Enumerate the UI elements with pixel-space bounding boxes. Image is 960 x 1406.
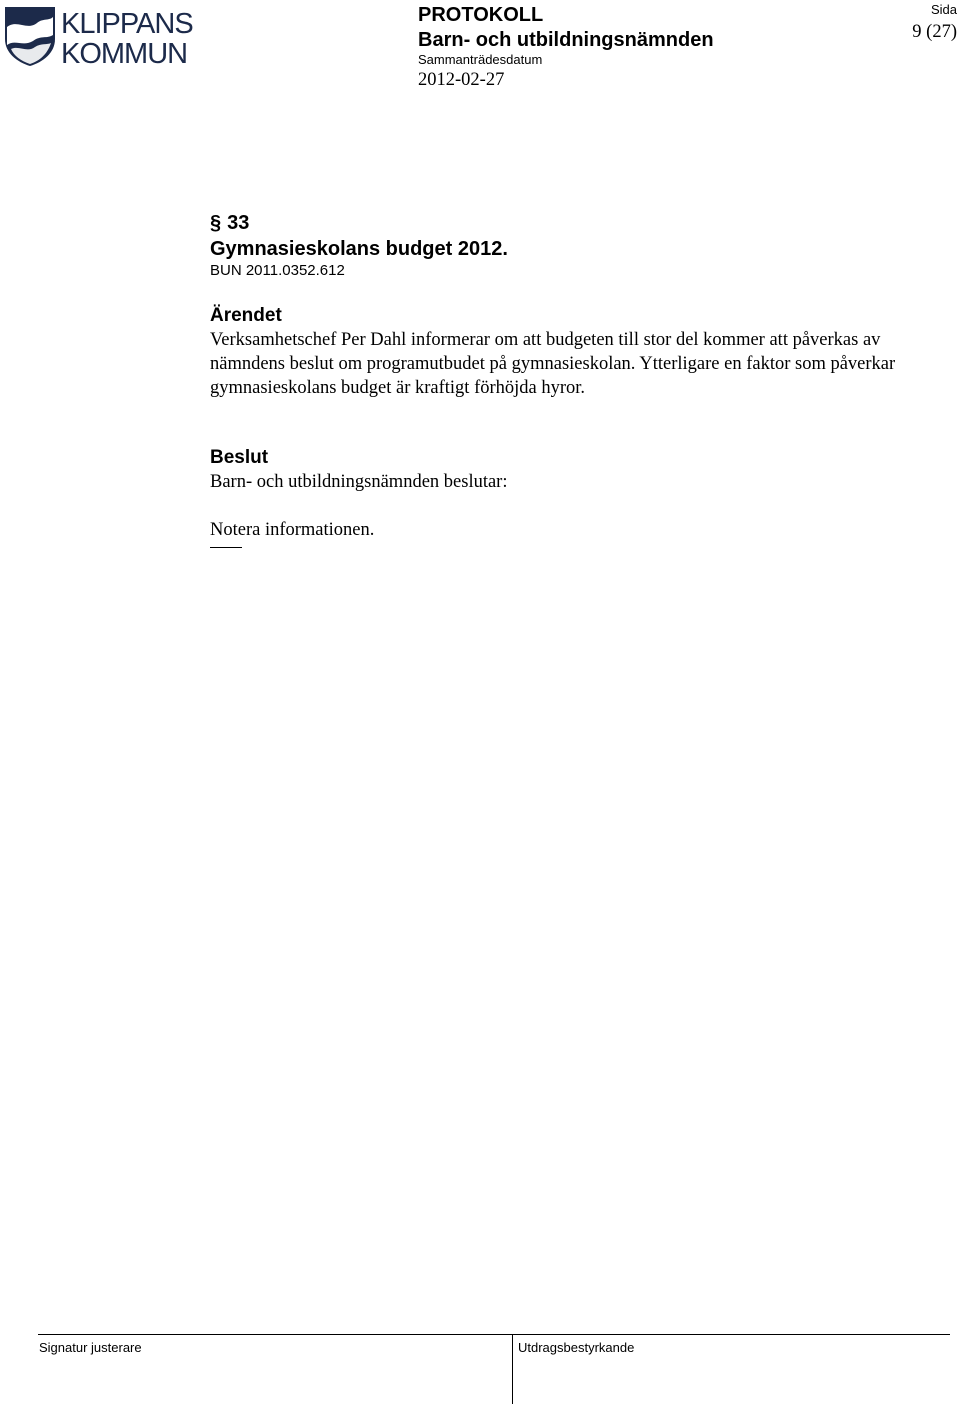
logo-text-line2: KOMMUN bbox=[61, 38, 188, 67]
extract-certification-label: Utdragsbestyrkande bbox=[518, 1340, 635, 1355]
page-label: Sida bbox=[930, 2, 957, 17]
meeting-date-label: Sammanträdesdatum bbox=[418, 52, 543, 67]
footer-divider bbox=[512, 1334, 513, 1404]
decision-text: Notera informationen. bbox=[210, 520, 375, 540]
document-type: PROTOKOLL bbox=[418, 4, 544, 26]
matter-text: Verksamhetschef Per Dahl informerar om att budgeten till stor del kommer att påverkas av nämndens beslut om programutbudet på gymnasieskolan. Ytterligare en faktor som påverkar gymnasieskolans budget är kraftigt förhöjda hyror. bbox=[210, 330, 896, 398]
footer-rule bbox=[38, 1334, 950, 1335]
paragraph-number-value: 33 bbox=[227, 212, 250, 234]
paragraph-number bbox=[210, 210, 945, 236]
logo-text-line1: KLIPPANS bbox=[61, 8, 193, 40]
item-title: Gymnasieskolans budget 2012. bbox=[210, 238, 508, 260]
klippans-kommun-logo bbox=[3, 5, 218, 67]
matter-heading: Ärendet bbox=[210, 305, 282, 326]
board-name: Barn- och utbildningsnämnden bbox=[418, 29, 714, 51]
minutes-item bbox=[210, 210, 945, 548]
page-number: 9 (27) bbox=[912, 22, 957, 42]
municipal-crest-icon bbox=[3, 5, 218, 67]
decision-heading: Beslut bbox=[210, 447, 269, 468]
signature-adjuster-label: Signatur justerare bbox=[39, 1340, 142, 1355]
end-of-item-rule bbox=[210, 547, 242, 548]
meeting-date: 2012-02-27 bbox=[418, 70, 505, 90]
section-sign: § bbox=[210, 212, 222, 234]
decision-intro: Barn- och utbildningsnämnden beslutar: bbox=[210, 472, 508, 492]
case-number: BUN 2011.0352.612 bbox=[210, 262, 345, 279]
